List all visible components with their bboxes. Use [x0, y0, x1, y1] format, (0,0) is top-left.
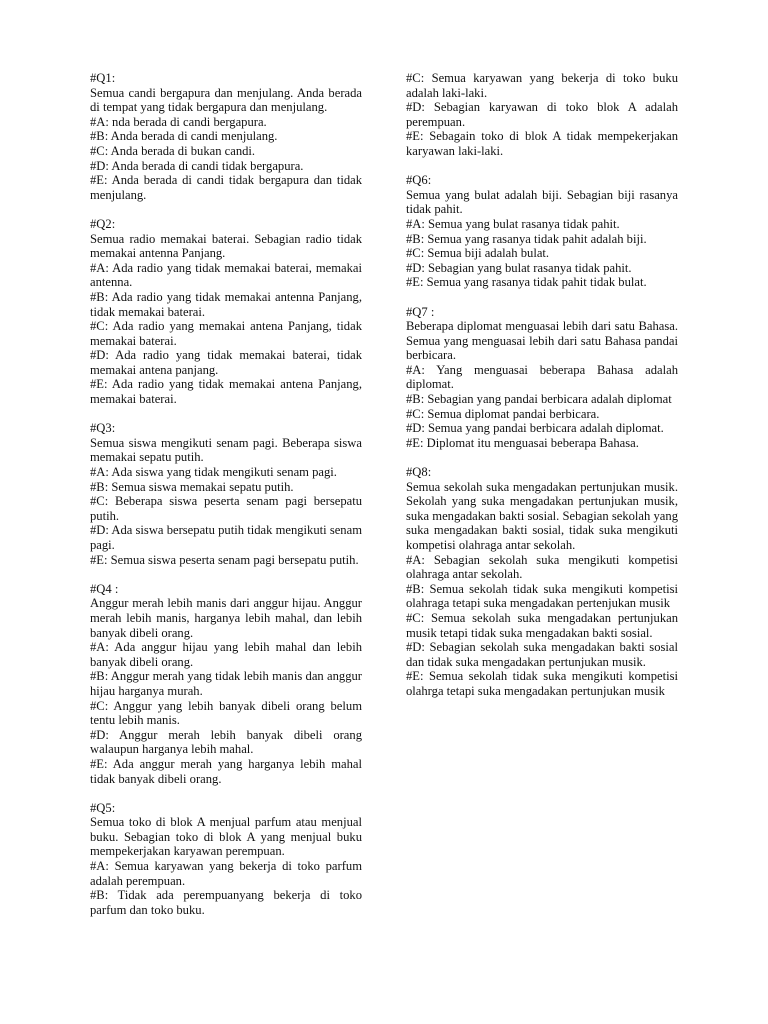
question-label: #Q2: [90, 216, 116, 231]
answer-option: #B: Tidak ada perempuanyang bekerja di toko parfum dan toko buku. [90, 888, 362, 917]
answer-option: #C: Anda berada di bukan candi. [90, 143, 256, 158]
answer-option: #A: nda berada di candi bergapura. [90, 114, 267, 129]
answer-option: #C: Semua biji adalah bulat. [406, 246, 550, 261]
answer-option: #D: Sebagian yang bulat rasanya tidak pahit. [406, 260, 632, 275]
answer-option: #B: Semua sekolah tidak suka mengikuti kompetisi olahraga tetapi suka mengadakan pertenjukan musik [406, 581, 678, 611]
answer-option: #B: Anggur merah yang tidak lebih manis dan anggur hijau harganya murah. [90, 669, 362, 698]
answer-option: #A: Ada siswa yang tidak mengikuti senam pagi. [90, 465, 337, 480]
answer-option: #A: Ada anggur hijau yang lebih mahal dan lebih banyak dibeli orang. [90, 640, 362, 669]
answer-option: #D: Sebagian sekolah suka mengadakan bakti sosial dan tidak suka mengadakan pertunjukan musik. [406, 640, 678, 669]
question-stem: Beberapa diplomat menguasai lebih dari satu Bahasa. Semua yang menguasai lebih dari satu Bahasa pandai berbicara. [406, 319, 678, 363]
answer-option: #E: Ada anggur merah yang harganya lebih mahal tidak banyak dibeli orang. [90, 756, 362, 786]
question-block [90, 217, 362, 407]
question-stem: Semua toko di blok A menjual parfum atau menjual buku. Sebagian toko di blok A yang menjual buku mempekerjakan karyawan perempuan. [90, 815, 362, 859]
answer-option: #E: Semua siswa peserta senam pagi bersepatu putih. [90, 552, 359, 567]
question-stem: Semua siswa mengikuti senam pagi. Beberapa siswa memakai sepatu putih. [90, 435, 362, 465]
question-label: #Q3: [90, 421, 116, 436]
question-stem: Anggur merah lebih manis dari anggur hijau. Anggur merah lebih manis, harganya lebih mahal, dan lebih banyak dibeli orang. [90, 596, 362, 640]
answer-option: #D: Anda berada di candi tidak bergapura. [90, 158, 304, 173]
answer-option: #B: Sebagian yang pandai berbicara adalah diplomat [406, 392, 672, 407]
answer-option: #B: Semua siswa memakai sepatu putih. [90, 479, 294, 494]
question-block [406, 71, 678, 159]
answer-option: #D: Anggur merah lebih banyak dibeli orang walaupun harganya lebih mahal. [90, 727, 362, 757]
question-label: #Q5: [90, 800, 116, 815]
answer-option: #B: Anda berada di candi menjulang. [90, 129, 278, 144]
answer-option: #C: Anggur yang lebih banyak dibeli orang belum tentu lebih manis. [90, 698, 362, 728]
answer-option: #C: Beberapa siswa peserta senam pagi bersepatu putih. [90, 494, 362, 523]
question-block [90, 71, 362, 202]
question-block [90, 582, 362, 786]
answer-option: #D: Ada radio yang tidak memakai baterai, tidak memakai antena panjang. [90, 348, 362, 377]
answer-option: #A: Semua karyawan yang bekerja di toko parfum adalah perempuan. [90, 859, 362, 888]
answer-option: #D: Ada siswa bersepatu putih tidak mengikuti senam pagi. [90, 523, 362, 552]
answer-option: #B: Ada radio yang tidak memakai antenna Panjang, tidak memakai baterai. [90, 289, 362, 319]
answer-option: #E: Ada radio yang tidak memakai antena Panjang, memakai baterai. [90, 377, 362, 407]
answer-option: #D: Sebagian karyawan di toko blok A adalah perempuan. [406, 100, 678, 129]
answer-option: #D: Semua yang pandai berbicara adalah diplomat. [406, 421, 664, 436]
question-label: #Q1: [90, 71, 116, 85]
question-stem: Semua radio memakai baterai. Sebagian radio tidak memakai antenna Panjang. [90, 231, 362, 261]
answer-option: #E: Semua sekolah tidak suka mengikuti kompetisi olahrga tetapi suka mengadakan pertunjukan musik [406, 669, 678, 698]
question-block [90, 801, 362, 918]
answer-option: #E: Diplomat itu menguasai beberapa Bahasa. [406, 435, 639, 450]
right-column [406, 71, 678, 713]
question-label: #Q7 : [406, 304, 435, 319]
answer-option: #C: Semua diplomat pandai berbicara. [406, 406, 600, 421]
question-stem: Semua sekolah suka mengadakan pertunjukan musik. Sekolah yang suka mengadakan pertunjukan musik, suka mengadakan bakti sosial. Sebagian sekolah yang suka mengadakan bakti sosial, tidak suka mengikuti kompetisi olahraga antar sekolah. [406, 479, 678, 552]
answer-option: #C: Ada radio yang memakai antena Panjang, tidak memakai baterai. [90, 319, 362, 348]
question-block [406, 305, 678, 451]
question-block [90, 421, 362, 567]
question-block [406, 173, 678, 290]
answer-option: #A: Ada radio yang tidak memakai baterai, memakai antenna. [90, 260, 362, 290]
question-label: #Q8: [406, 465, 432, 480]
question-block [406, 465, 678, 699]
answer-option: #B: Semua yang rasanya tidak pahit adalah biji. [406, 231, 647, 246]
answer-option: #A: Sebagian sekolah suka mengikuti kompetisi olahraga antar sekolah. [406, 552, 678, 582]
left-column [90, 71, 362, 932]
answer-option: #C: Semua karyawan yang bekerja di toko buku adalah laki-laki. [406, 71, 678, 100]
answer-option: #A: Semua yang bulat rasanya tidak pahit. [406, 216, 620, 231]
question-stem: Semua candi bergapura dan menjulang. Anda berada di tempat yang tidak bergapura dan menjulang. [90, 85, 362, 115]
answer-option: #E: Semua yang rasanya tidak pahit tidak bulat. [406, 275, 647, 290]
answer-option: #E: Sebagain toko di blok A tidak mempekerjakan karyawan laki-laki. [406, 129, 678, 158]
question-label: #Q4 : [90, 581, 119, 596]
answer-option: #C: Semua sekolah suka mengadakan pertunjukan musik tetapi tidak suka mengadakan bakti sosial. [406, 610, 678, 640]
answer-option: #A: Yang menguasai beberapa Bahasa adalah diplomat. [406, 362, 678, 392]
question-stem: Semua yang bulat adalah biji. Sebagian biji rasanya tidak pahit. [406, 187, 678, 217]
answer-option: #E: Anda berada di candi tidak bergapura dan tidak menjulang. [90, 173, 362, 202]
question-label: #Q6: [406, 173, 432, 188]
